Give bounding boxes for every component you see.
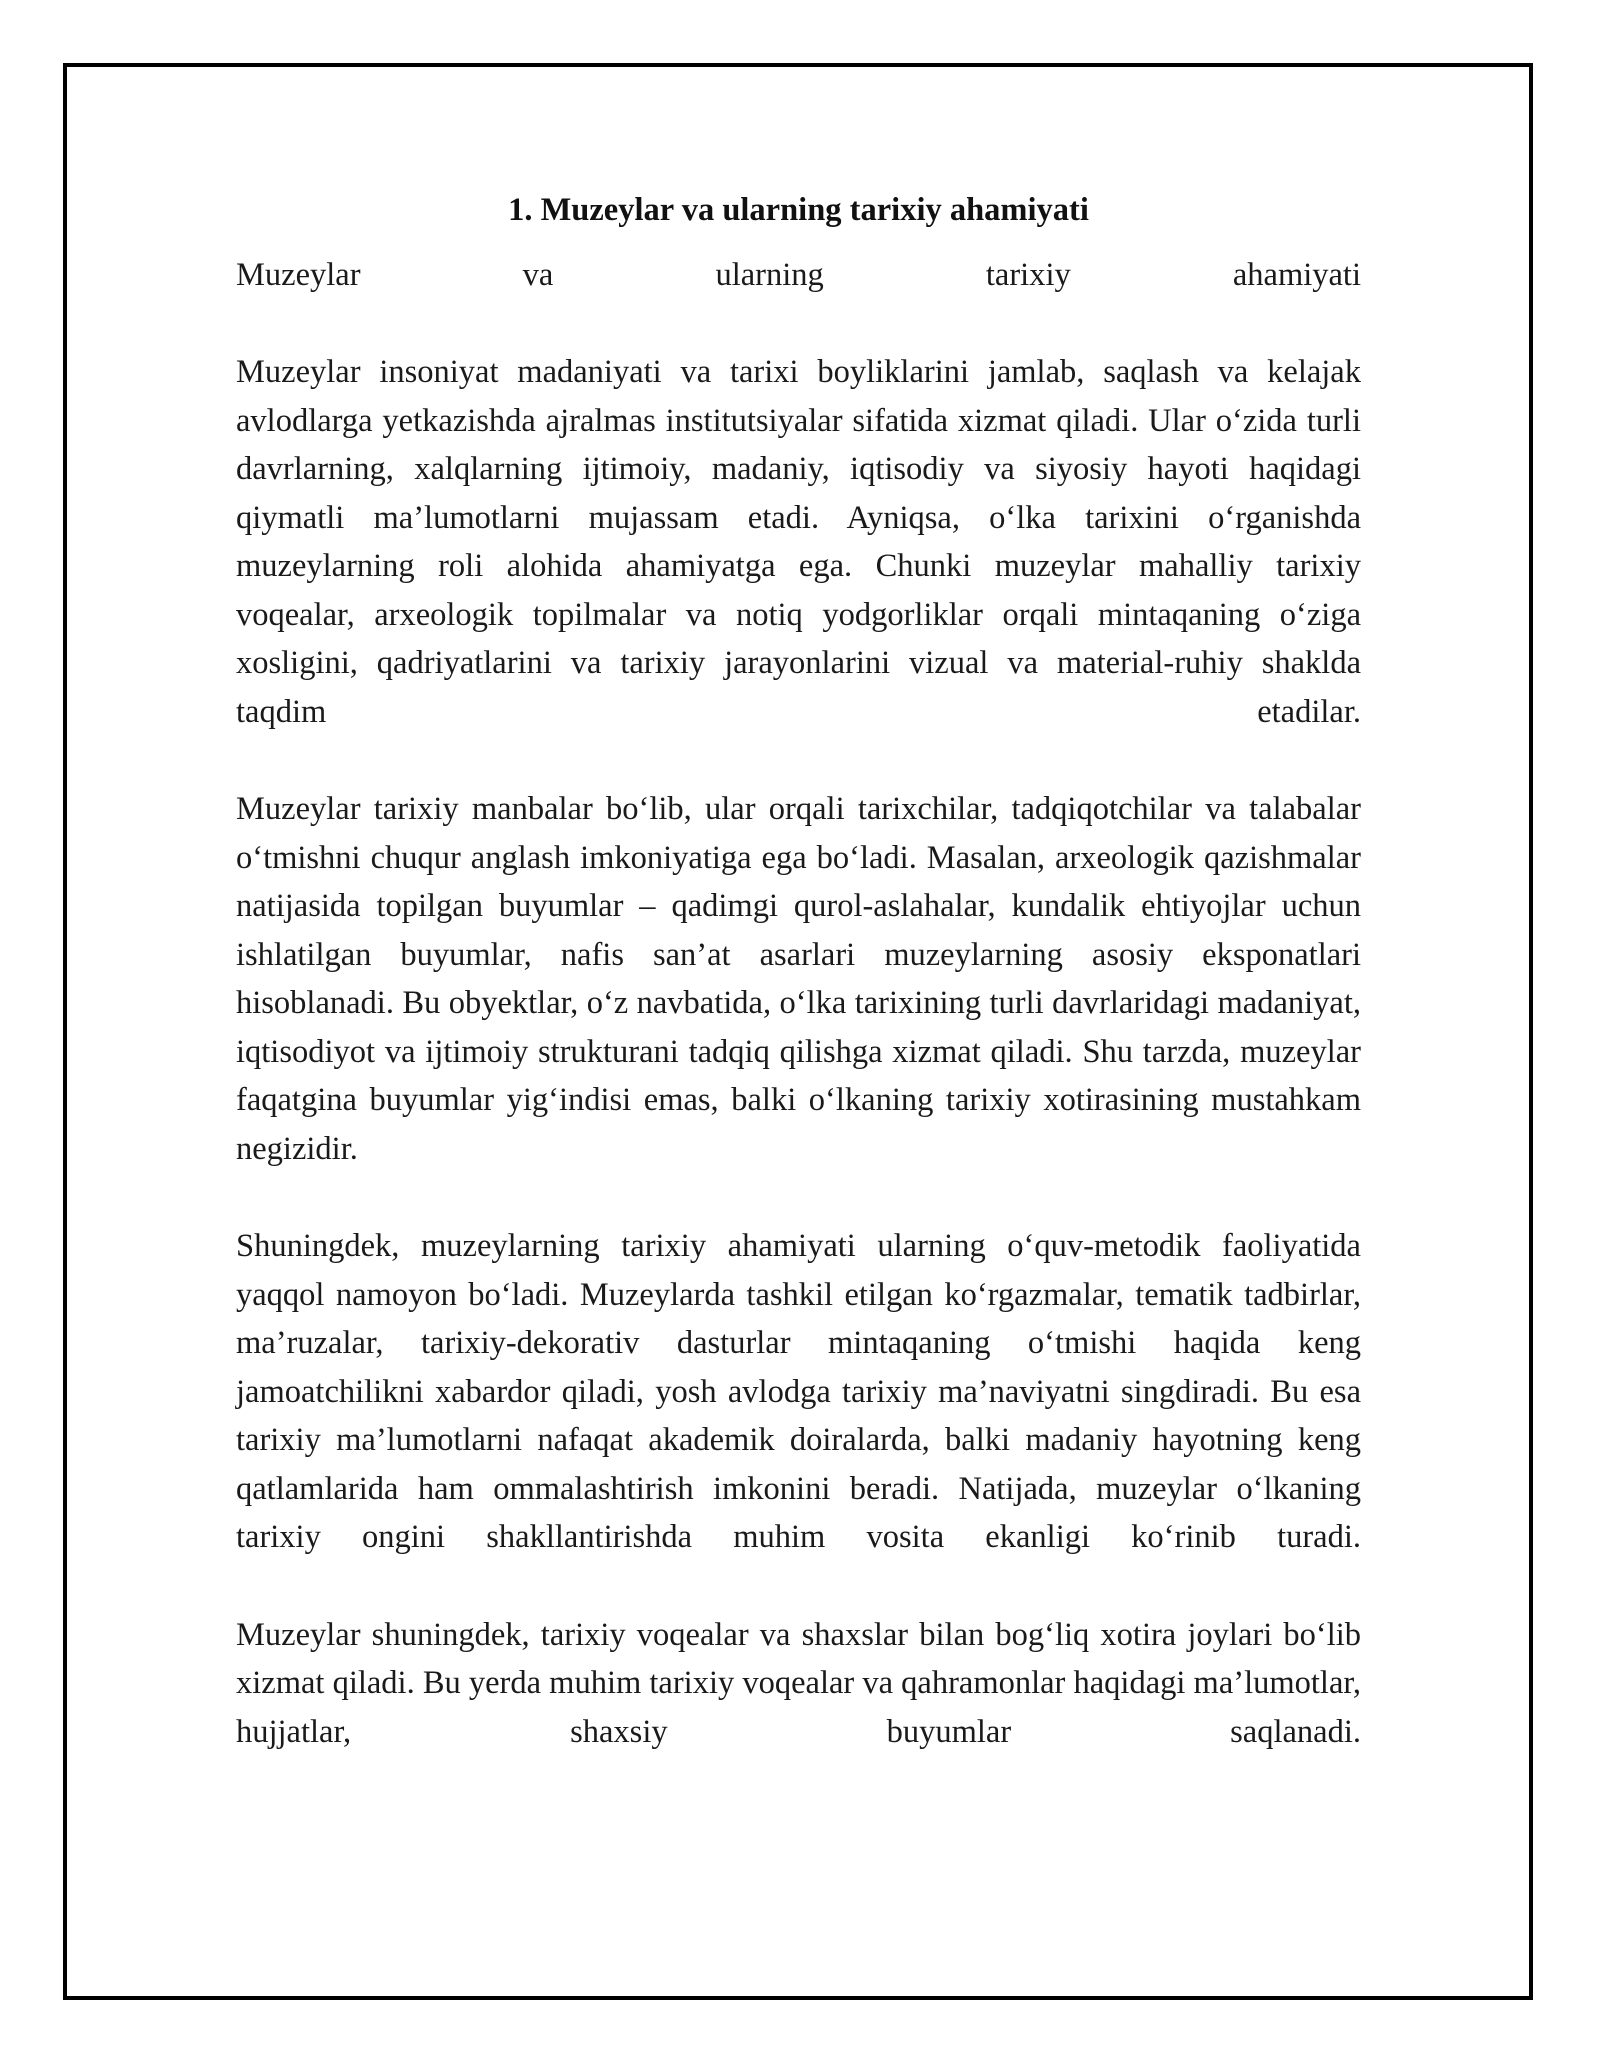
paragraph-4: Muzeylar shuningdek, tarixiy voqealar va shaxslar bilan bog‘liq xotira joylari bo‘lib xizmat qiladi. Bu yerda muhim tarixiy voqealar va qahramonlar haqidagi ma’lumotlar, hujjatlar, shaxsiy buyumlar saqlanadi. [236,1616,1362,1750]
paragraph-2: Muzeylar tarixiy manbalar bo‘lib, ular orqali tarixchilar, tadqiqotchilar va talabalar o‘tmishni chuqur anglash imkoniyatiga ega bo‘ladi. Masalan, arxeologik qazishmalar natijasida topilgan buyumlar – qadimgi qurol-aslahalar, kundalik ehtiyojlar uchun ishlatilgan buyumlar, nafis san’at asarlari muzeylarning asosiy eksponatlari hisoblanadi. Bu obyektlar, o‘z navbatida, o‘lka tarixining turli davrlaridagi madaniyat, iqtisodiyot va ijtimoiy strukturani tadqiq qilishga xizmat qiladi. Shu tarzda, muzeylar faqatgina buyumlar yig‘indisi emas, balki o‘lkaning tarixiy xotirasining mustahkam negizidir. [236,791,1361,1167]
paragraph-3: Shuningdek, muzeylarning tarixiy ahamiyati ularning o‘quv-metodik faoliyatida yaqqol namoyon bo‘ladi. Muzeylarda tashkil etilgan ko‘rgazmalar, tematik tadbirlar, ma’ruzalar, tarixiy-dekorativ dasturlar mintaqaning o‘tmishi haqida keng jamoatchilikni xabardor qiladi, yosh avlodga tarixiy ma’naviyatni singdiradi. Bu esa tarixiy ma’lumotlarni nafaqat akademik doiralarda, balki madaniy hayotning keng qatlamlarida ham ommalashtirish imkonini beradi. Natijada, muzeylar o‘lkaning tarixiy ongini shakllantirishda muhim vosita ekanligi ko‘rinib turadi. [236,1228,1361,1555]
document-subtitle: Muzeylar va ularning tarixiy ahamiyati [236,256,1361,293]
document-body [236,186,1361,1756]
paragraph-1: Muzeylar insoniyat madaniyati va tarixi boyliklarini jamlab, saqlash va kelajak avlodlarga yetkazishda ajralmas institutsiyalar sifatida xizmat qiladi. Ular o‘zida turli davrlarning, xalqlarning ijtimoiy, madaniy, iqtisodiy va siyosiy hayoti haqidagi qiymatli ma’lumotlarni mujassam etadi. Ayniqsa, o‘lka tarixini o‘rganishda muzeylarning roli alohida ahamiyatga ega. Chunki muzeylar mahalliy tarixiy voqealar, arxeologik topilmalar va notiq yodgorliklar orqali mintaqaning o‘ziga xosligini, qadriyatlarini va tarixiy jarayonlarini vizual va material-ruhiy shaklda taqdim etadilar. [236,354,1361,730]
document-title: 1. Muzeylar va ularning tarixiy ahamiyati [508,192,1089,228]
